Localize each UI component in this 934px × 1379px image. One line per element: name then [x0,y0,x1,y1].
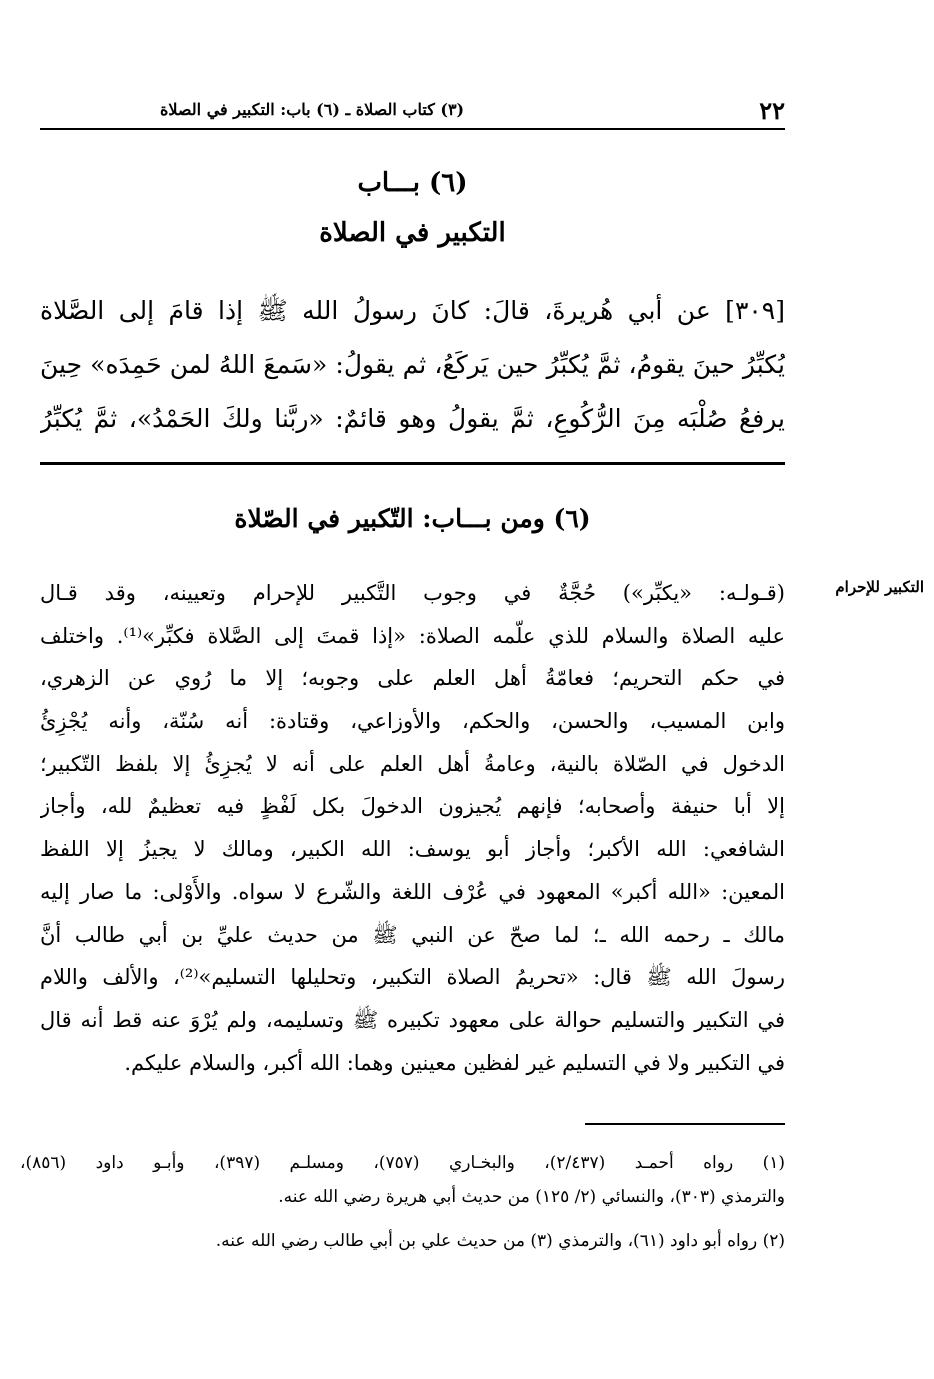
running-title: (٣) كتاب الصلاة ـ (٦) باب: التكبير في الصلاة [160,100,465,119]
hadith-text [40,284,785,446]
page-number: ٢٢ [759,96,785,125]
section-divider [40,462,785,465]
page-header [40,96,785,126]
header-rule [40,128,785,130]
commentary-line: في حكم التحريم؛ فعامّةُ أهل العلم على وجوبه؛ إلا ما رُوي عن الزهري، [40,666,785,691]
commentary-title: (٦) ومن بـــاب: التّكبير في الصّلاة [234,504,591,533]
commentary-line: رسولَ الله ﷺ قال: «تحريمُ الصلاة التكبير، وتحليلها التسليم»⁽²⁾، والألف واللام [40,965,785,990]
hadith-line: [٣٠٩] عن أبي هُريرةَ، قالَ: كانَ رسولُ الله ﷺ إذا قامَ إلى الصَّلاة [40,296,785,325]
hadith-line: يرفعُ صُلْبَه مِنَ الرُّكُوعِ، ثمَّ يقولُ وهو قائمٌ: «ربَّنا ولكَ الحَمْدُ»، ثمَّ يُكبِّرُ [40,404,785,433]
footnote-2: (٢) رواه أبو داود (٦١)، والترمذي (٣) من حديث علي بن أبي طالب رضي الله عنه. [215,1231,785,1251]
commentary-line: عليه الصلاة والسلام للذي علّمه الصلاة: «إذا قمتَ إلى الصَّلاة فكبِّر»⁽¹⁾. واختلف [40,623,785,648]
commentary-line: في التكبير والتسليم حوالة على معهود تكبيره ﷺ وتسليمه، ولم يُرْوَ عنه قط أنه قال [40,1007,785,1032]
commentary-line: المعين: «الله أكبر» المعهود في عُرْف اللغة والشّرع لا سواه. والأَوْلى: ما صار إليه [40,879,785,904]
commentary-line: مالك ـ رحمه الله ـ؛ لما صحّ عن النبي ﷺ من حديث عليِّ بن أبي طالب أنَّ [40,922,785,947]
footnote-1-line-2: والترمذي (٣٠٣)، والنسائي (٢/ ١٢٥) من حديث أبي هريرة رضي الله عنه. [278,1187,785,1207]
footnotes [20,1146,785,1258]
commentary-text [40,572,785,1084]
margin-note: التكبير للإحرام [835,578,924,596]
commentary-line: الدخول في الصّلاة بالنية، وعامةُ أهل العلم على أنه لا يُجزِئُ إلا بلفظ التّكبير؛ [40,751,785,776]
commentary-line: إلا أبا حنيفة وأصحابه؛ فإنهم يُجيزون الدخولَ بكل لَفْظٍ فيه تعظيمٌ لله، وأجاز [40,794,785,819]
chapter-number: (٦) بـــاب [357,168,468,198]
hadith-line: يُكبِّرُ حينَ يقومُ، ثمَّ يُكبِّرُ حين يَركَعُ، ثم يقولُ: «سَمعَ اللهُ لمن حَمِدَه» حِينَ [40,350,785,379]
footnote-rule [585,1123,785,1125]
footnote-1-line-1: (١) رواه أحمـد (٢/٤٣٧)، والبخـاري (٧٥٧)، ومسلـم (٣٩٧)، وأبـو داود (٨٥٦)، [20,1153,785,1173]
commentary-line: (قـولـه: «يكبِّر») حُجَّةٌ في وجوب التَّكبير للإحرام وتعيينه، وقد قـال [40,581,785,605]
commentary-line: وابن المسيب، والحسن، والحكم، والأوزاعي، وقتادة: أنه سُنّة، وأنه يُجْزِئُ [40,709,785,734]
commentary-line: الشافعي: الله الأكبر؛ وأجاز أبو يوسف: الله الكبير، ومالك لا يجيزُ إلا اللفظ [40,837,785,862]
chapter-title: التكبير في الصلاة [319,218,506,248]
commentary-line: في التكبير ولا في التسليم غير لفظين معينين وهما: الله أكبر، والسلام عليكم. [124,1050,785,1075]
